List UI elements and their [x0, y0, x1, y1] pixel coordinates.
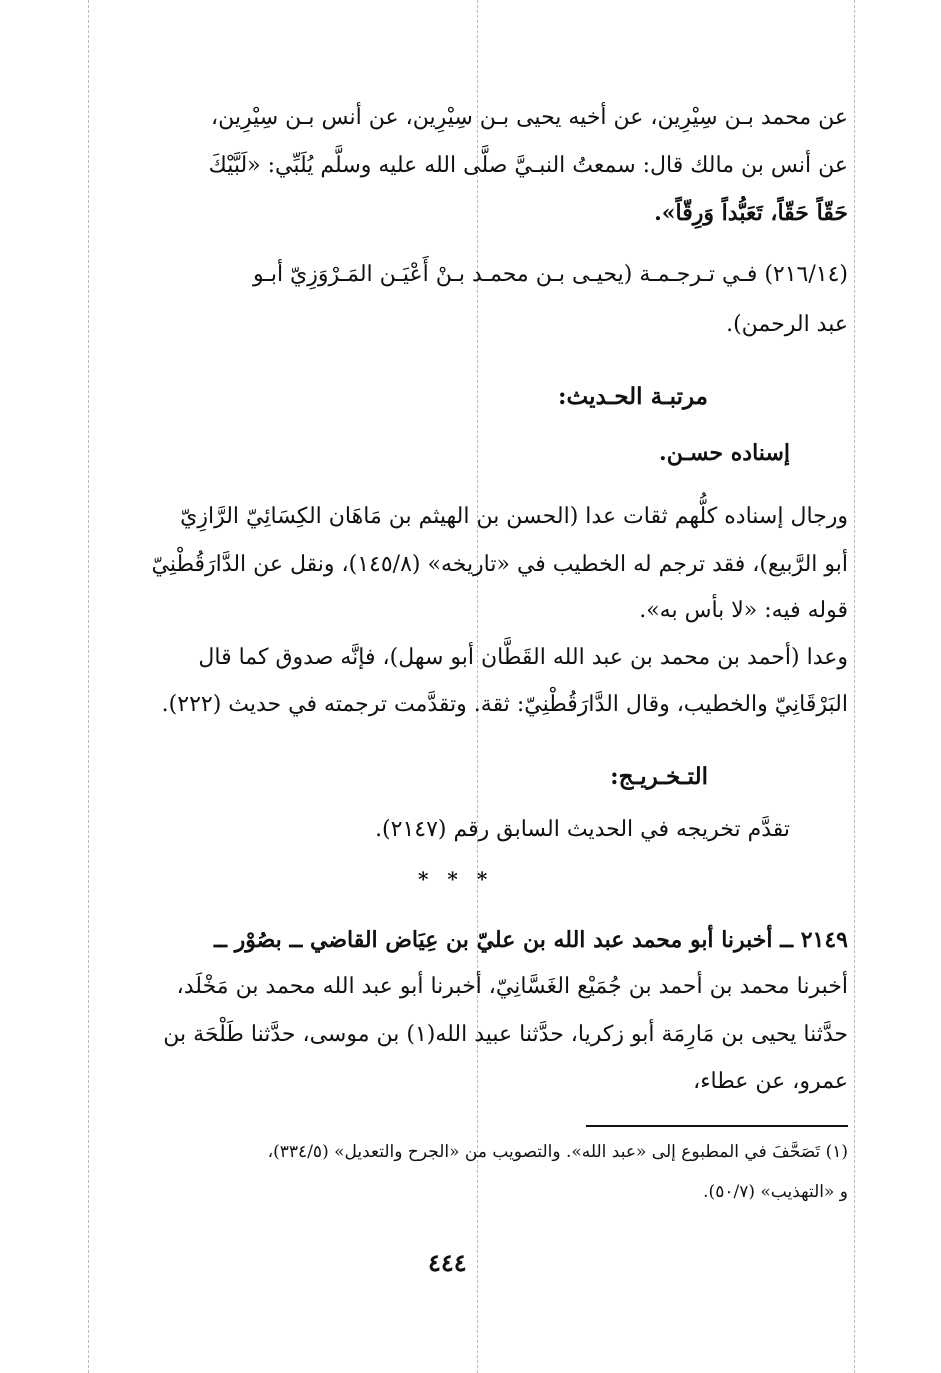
text-line: وعدا (أحمد بن محمد بن عبد الله القَطَّان أبو سهل)، فإنَّه صدوق كما قال [198, 645, 848, 670]
section-heading-rank: مرتبـة الحـديث: [558, 383, 708, 410]
text-line: حَقّاً حَقّاً، تَعَبُّداً وَرِقّاً». [654, 200, 848, 226]
page-number: ٤٤٤ [428, 1248, 467, 1277]
footnote-line: (١) تَصَحَّفَ في المطبوع إلى «عبد الله». والتصويب من «الجرح والتعديل» (٣٣٤/٥)، [267, 1142, 848, 1162]
hadith-line: ٢١٤٩ ــ أخبرنا أبو محمد عبد الله بن عليّ بن عِيَاض القاضي ــ بصُوْر ــ [214, 927, 848, 953]
text-line: أبو الرَّبيع)، فقد ترجم له الخطيب في «تاريخه» (١٤٥/٨)، ونقل عن الدَّارَقُطْنِيّ [151, 552, 848, 577]
footnote-line: و «التهذيب» (٥٠/٧). [703, 1182, 848, 1202]
hadith-line: عمرو، عن عطاء، [693, 1069, 848, 1094]
scan-guide-line-right [854, 0, 855, 1373]
text-line: عن محمد بـن سِيْرِين، عن أخيه يحيى بـن سِيْرِين، عن أنس بـن سِيْرِين، [210, 105, 848, 130]
scan-guide-line-left [88, 0, 89, 1373]
text-line: ورجال إسناده كلُّهم ثقات عدا (الحسن بن الهيثم بن مَاهَان الكِسَائِيّ الرَّازِيّ [180, 504, 848, 529]
footnote-separator [586, 1125, 848, 1127]
text-line: قوله فيه: «لا بأس به». [639, 598, 848, 623]
text-line: عبد الرحمن). [726, 312, 848, 337]
text-line: البَرْقَانِيّ والخطيب، وقال الدَّارَقُطْنِيّ: ثقة. وتقدَّمت ترجمته في حديث (٢٢٢). [161, 692, 848, 717]
takhrij-text: تقدَّم تخريجه في الحديث السابق رقم (٢١٤٧). [375, 817, 790, 842]
section-divider-stars: * * * [418, 867, 494, 891]
text-line: (٢١٦/١٤) فـي تـرجـمـة (يحيـى بـن محمـد بـنْ أَعْيَـن المَـرْوَزِيّ أبـو [253, 262, 848, 287]
section-heading-takhrij: التـخـريـج: [610, 763, 708, 790]
scan-guide-line-center [477, 0, 478, 1373]
text-line: عن أنس بن مالك قال: سمعتُ النبـيَّ صلَّى الله عليه وسلَّم يُلَبِّي: «لَبَّيْكَ [208, 153, 848, 178]
hadith-line: أخبرنا محمد بن أحمد بن جُمَيْع الغَسَّانِيّ، أخبرنا أبو عبد الله محمد بن مَخْلَد، [176, 974, 848, 999]
hadith-line: حدَّثنا يحيى بن مَارِمَة أبو زكريا، حدَّثنا عبيد الله(١) بن موسى، حدَّثنا طَلْحَة بن [163, 1022, 848, 1047]
isnad-status: إسناده حسـن. [659, 440, 790, 466]
